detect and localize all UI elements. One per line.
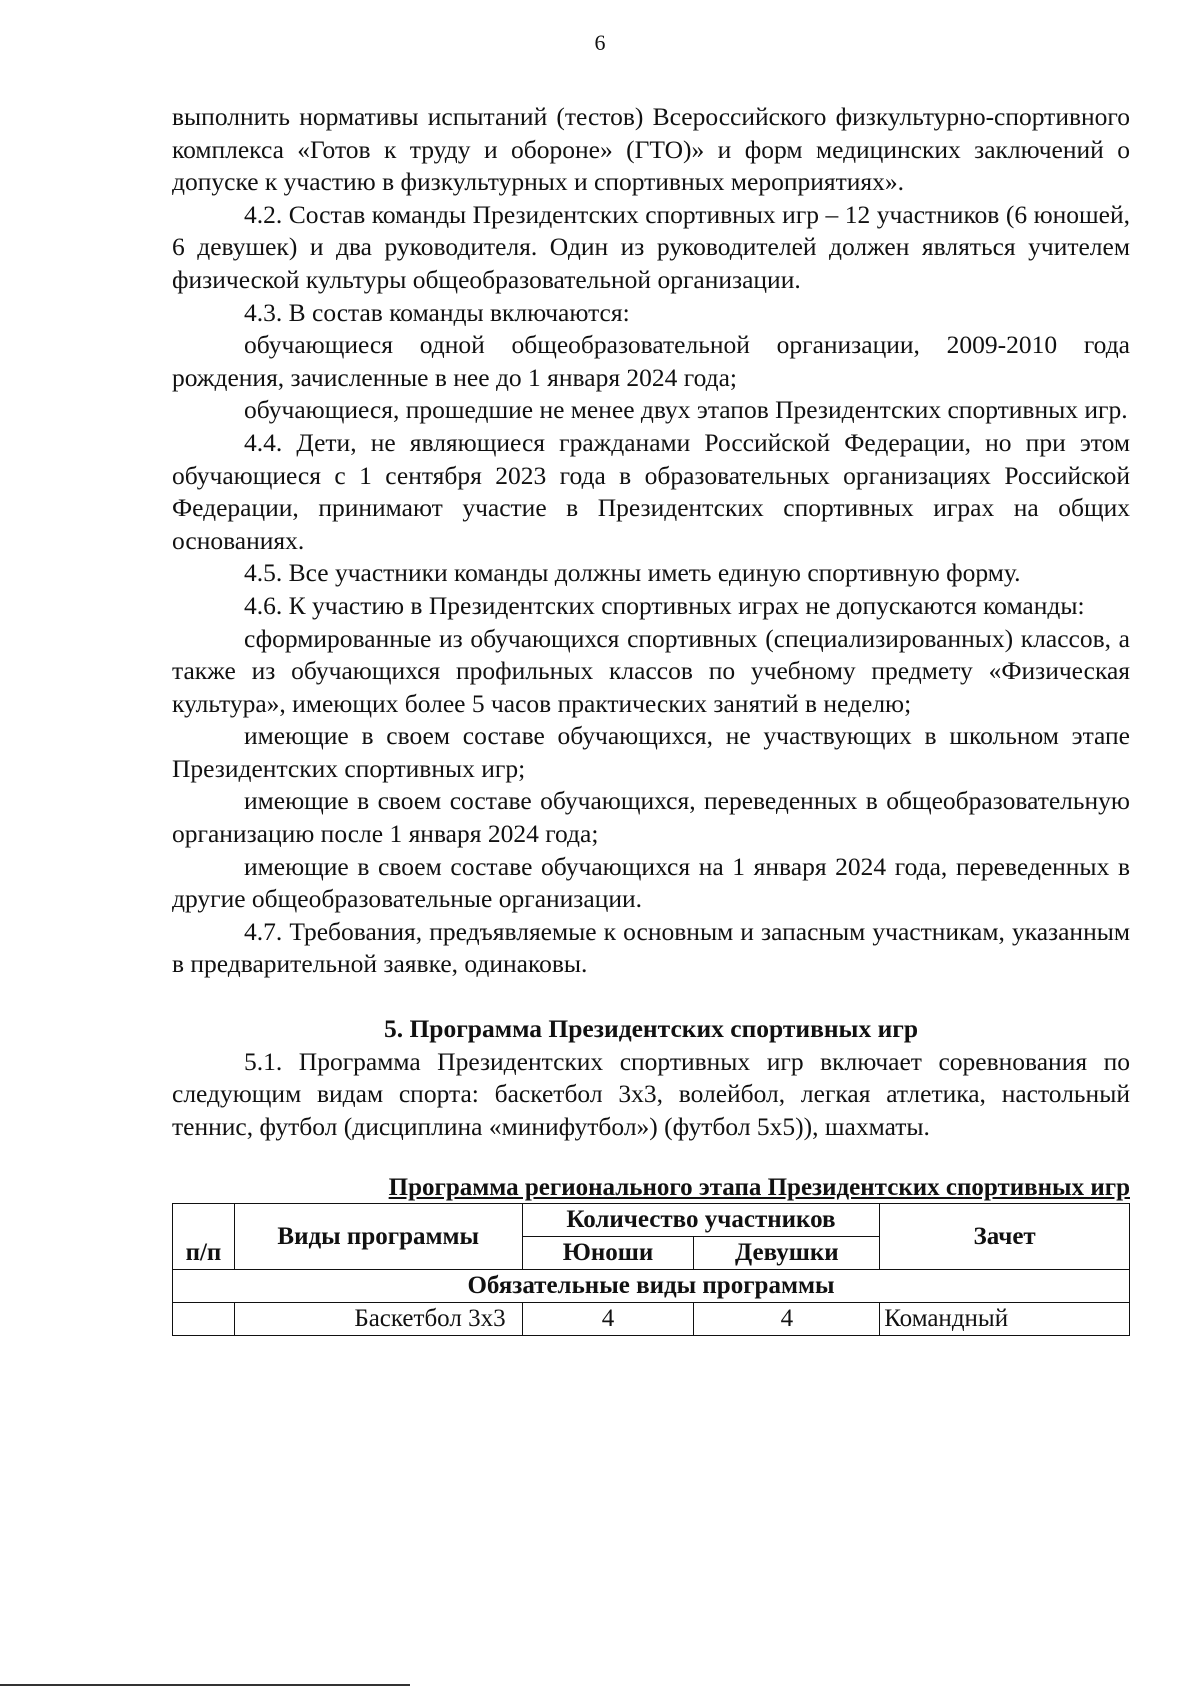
paragraph: 5.1. Программа Президентских спортивных игр включает соревнования по следующим видам спорта: баскетбол 3х3, волейбол, легкая атлетика, настольный теннис, футбол (дисциплина «минифутбол») (футбол 5х5)), шахматы. xyxy=(172,1046,1130,1141)
paragraph: сформированные из обучающихся спортивных (специализированных) классов, а также из обучающихся профильных классов по учебному предмету «Физическая культура», имеющих более 5 часов практических занятий в неделю; xyxy=(172,623,1130,718)
paragraph: 4.7. Требования, предъявляемые к основным и запасным участникам, указанным в предварительной заявке, одинаковы. xyxy=(172,916,1130,979)
paragraph: 4.3. В состав команды включаются: xyxy=(244,297,630,327)
header-kinds: Виды программы xyxy=(234,1204,522,1270)
program-table xyxy=(172,1203,1130,1336)
paragraph: имеющие в своем составе обучающихся, не участвующих в школьном этапе Президентских спортивных игр; xyxy=(172,721,1130,783)
header-boys: Юноши xyxy=(522,1237,694,1270)
cell-num xyxy=(173,1303,235,1336)
paragraph: обучающиеся одной общеобразовательной организации, 2009-2010 года рождения, зачисленные в нее до 1 января 2024 года; xyxy=(172,330,1130,392)
document-body xyxy=(172,101,1130,1336)
table-caption: Программа регионального этапа Президентских спортивных игр xyxy=(388,1174,1130,1202)
paragraph: выполнить нормативы испытаний (тестов) Всероссийского физкультурно-спортивного комплекса «Готов к труду и обороне» (ГТО)» и форм медицинских заключений о допуске к участию в физкультурных и спортивных мероприятиях». xyxy=(172,102,1130,197)
cell-boys: 4 xyxy=(522,1303,694,1336)
cell-scoring: Командный xyxy=(880,1303,1130,1336)
section-heading: 5. Программа Президентских спортивных игр xyxy=(383,1014,919,1044)
paragraph: обучающиеся, прошедшие не менее двух этапов Президентских спортивных игр. xyxy=(244,395,1128,425)
paragraph: 4.6. К участию в Президентских спортивных играх не допускаются команды: xyxy=(244,590,1085,620)
paragraph: имеющие в своем составе обучающихся, переведенных в общеобразовательную организацию после 1 января 2024 года; xyxy=(172,786,1130,849)
header-num: п/п xyxy=(173,1204,235,1270)
group-row-mandatory: Обязательные виды программы xyxy=(173,1270,1130,1303)
page-number: 6 xyxy=(594,30,606,55)
header-count: Количество участников xyxy=(522,1204,880,1237)
paragraph: имеющие в своем составе обучающихся на 1 января 2024 года, переведенных в другие общеобразовательные организации. xyxy=(172,851,1130,914)
cell-girls: 4 xyxy=(694,1303,880,1336)
cell-kind: Баскетбол 3х3 xyxy=(234,1303,522,1336)
header-girls: Девушки xyxy=(694,1237,880,1270)
bottom-divider xyxy=(0,1684,410,1686)
table-row xyxy=(173,1303,1130,1336)
paragraph: 4.2. Состав команды Президентских спортивных игр – 12 участников (6 юношей, 6 девушек) и два руководителя. Один из руководителей должен являться учителем физической культуры общеобразовательной организации. xyxy=(172,199,1130,294)
header-scoring: Зачет xyxy=(880,1204,1130,1270)
paragraph: 4.4. Дети, не являющиеся гражданами Российской Федерации, но при этом обучающиеся с 1 сентября 2023 года в образовательных организациях Российской Федерации, принимают участие в Президентских спортивных играх на общих основаниях. xyxy=(172,427,1130,555)
paragraph: 4.5. Все участники команды должны иметь единую спортивную форму. xyxy=(244,558,1021,588)
